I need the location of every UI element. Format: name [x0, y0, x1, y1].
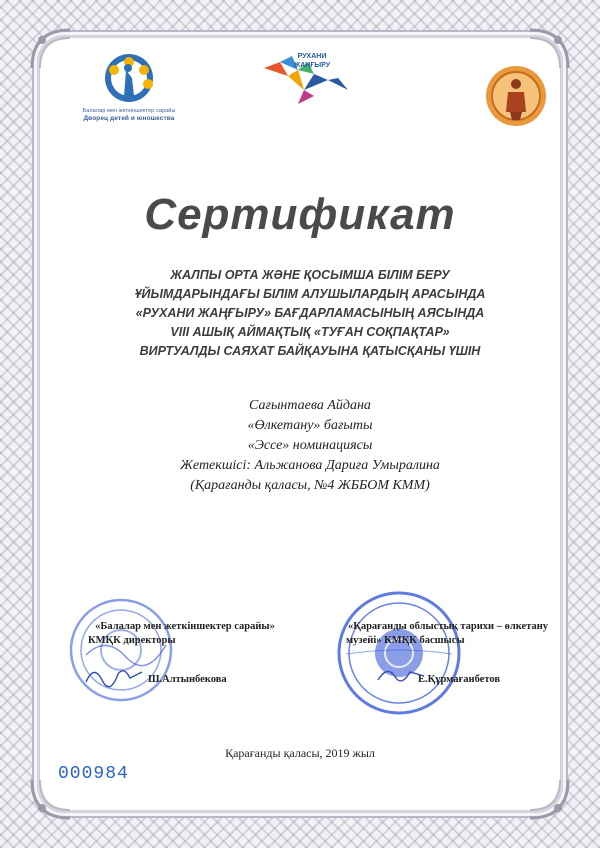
museum-emblem-icon [484, 64, 548, 128]
subtitle-line: ВИРТУАЛДЫ САЯХАТ БАЙҚАУЫНА ҚАТЫСҚАНЫ ҮШІН [139, 344, 481, 358]
center-logo-caption: РУХАНИ ЖАҢҒЫРУ [293, 53, 331, 69]
right-signatory-title: «Қарағанды облыстық тарихи – өлкетану музейі» КМҚК басшысы [346, 621, 549, 646]
certificate-title: Сертификат [144, 190, 456, 239]
recipient-block [100, 396, 520, 496]
left-signatory-title: «Балалар мен жеткіншектер сарайы» КМҚК директоры [88, 621, 275, 646]
recipient-supervisor: Жетекшісі: Альжанова Дариға Умыралина [180, 458, 440, 473]
issue-place-year: Қарағанды қаласы, 2019 жыл [225, 746, 375, 760]
left-logo-caption: Балалар мен жеткіншектер сарайы Дворец детей и юношества [82, 108, 176, 122]
recipient-school: (Қарағанды қаласы, №4 ЖББОМ КММ) [190, 478, 430, 493]
subtitle-line: «РУХАНИ ЖАҢҒЫРУ» БАҒДАРЛАМАСЫНЫҢ АЯСЫНДА [135, 306, 485, 320]
recipient-nomination: «Эссе» номинациясы [247, 438, 373, 453]
corner-ornament-icon [28, 26, 74, 72]
right-signatory-name: Е.Құрмағанбетов [418, 674, 501, 685]
serial-number: 000984 [58, 764, 129, 784]
recipient-name: Сағынтаева Айдана [249, 398, 371, 413]
subtitle-line: ЖАЛПЫ ОРТА ЖӘНЕ ҚОСЫМША БІЛІМ БЕРУ [170, 268, 450, 282]
right-official-stamp-icon [334, 588, 464, 718]
recipient-direction: «Өлкетану» бағыты [247, 418, 373, 433]
subtitle-line: VIII АШЫҚ АЙМАҚТЫҚ «ТУҒАН СОҚПАҚТАР» [170, 325, 450, 339]
subtitle-line: ҰЙЫМДАРЫНДАҒЫ БІЛІМ АЛУШЫЛАРДЫҢ АРАСЫНДА [134, 287, 486, 301]
left-handwritten-signature-icon [84, 660, 144, 690]
right-handwritten-signature-icon [376, 662, 426, 688]
certificate-subtitle [90, 266, 530, 361]
left-signatory-name: Ш.Алтынбекова [148, 674, 227, 685]
corner-ornament-icon [526, 776, 572, 822]
